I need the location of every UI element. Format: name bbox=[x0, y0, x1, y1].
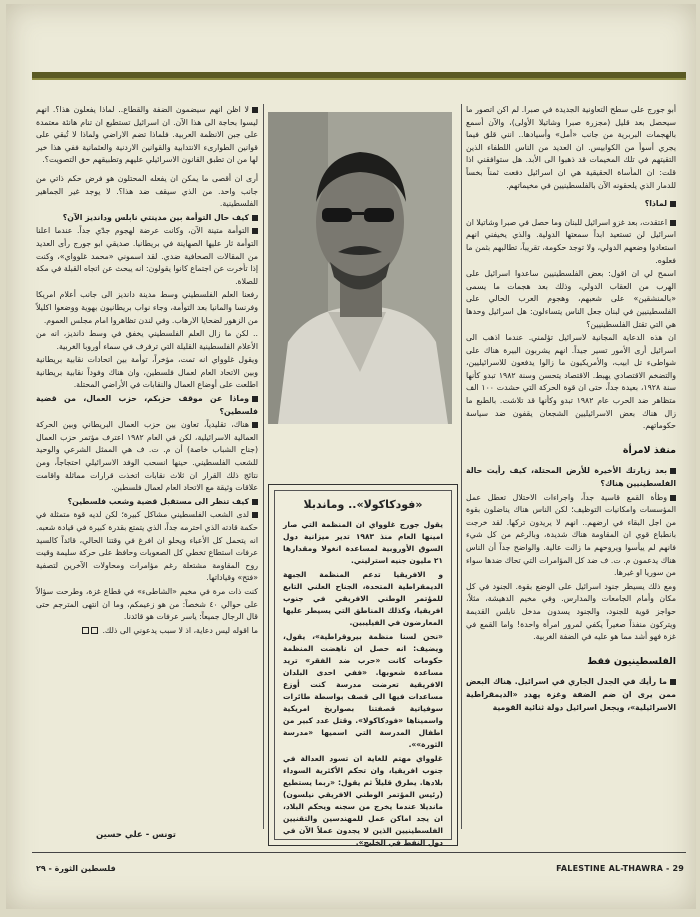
paragraph: اعتقدت، بعد غزو اسرائيل للبنان وما حصل في صبرا وشاتيلا ان اسرائيل لن تستعيد ابداً سمعتها الدولية. والذي يخيفني انهم استعادوا وضعهم الدولي، ولا توجد حكومة، تقريباً، تطالبهم بثمن ما فعلوه. bbox=[466, 217, 676, 265]
sidebar-box bbox=[268, 484, 458, 846]
section-heading: الفلسطينيون فقط bbox=[587, 655, 676, 667]
top-rule bbox=[32, 72, 686, 80]
paragraph: «نحن لسنا منظمة بيروقراطية»، يقول، ويضيف: انه حصل ان ناهضت المنظمة حكومات كانت «حرب ضد الفقر» تريد مساعدة شعوبها. «ففي احدى البلدان الافريقية تعرضت مدرسة كنت أوزع مساعدات فيها الى قصف بواسطة طائرات سوفياتية قصفتنا بصواريخ امريكية واسميناها «فودكاكولا». وقتل عدد كبير من اطفال المدرسة التي اسميها «مدرسة الثورة»». bbox=[283, 632, 443, 749]
question: لماذا؟ bbox=[466, 198, 676, 211]
paragraph: أرى ان أقصى ما يمكن ان يفعله المحتلون هو فرض حكم ذاتي من جانب واحد. من الذي سيقف ضد هذا؟. لا يوجد غير الجماهير الفلسطينية. bbox=[36, 173, 258, 209]
right-column bbox=[466, 104, 676, 829]
square-bullet-icon bbox=[670, 468, 676, 474]
section-heading: منفذ لامرأة bbox=[622, 444, 676, 456]
square-bullet-icon bbox=[670, 201, 676, 207]
square-bullet-icon bbox=[252, 422, 258, 428]
square-bullet-icon bbox=[252, 499, 258, 505]
square-bullet-icon bbox=[670, 495, 676, 501]
paragraph: ان هذه الدعاية المجانية لاسرائيل تؤلمني. عندما اذهب الى اسرائيل أرى الأمور تسير جيداً. انهم يشربون البيرة هناك على شواطىء تل ابيب، والأمريكيون ما زالوا يدفعون للاسرائيليين، والتضخم الاقتصادي يهبط. الاقتصاد يتحسن وسنة ١٩٨٢ تبدو كأنها سنة ١٩٢٨، بعيدة جداً، حتى ان قوة الحركة التي حشدت ١٠٠ الف متظاهر ضد الحرب عام ١٩٨٢ تبدو وكأنها قد تلاشت. بالطبع ما زال هناك بعض الاسرائيليين الشجعان يقفون ضد سياسة حكوماتهم. bbox=[466, 333, 677, 431]
square-bullet-icon bbox=[670, 679, 676, 685]
paragraph: وطأة القمع قاسية جداً، واجراءات الاحتلال تعطل عمل المؤسسات وامكانيات التوظيف؛ لكن الناس هناك يناضلون بقوة من اجل البقاء في ارضهم.. انهم لا يريدون تركها. لقد خرجت بانطباع قوي ان المقاومة هناك شديدة، وبالرغم من كل شيء فانهم لم ييأسوا ويروحهم ما زالت عالية. والواضح جداً أن الناس هناك يدعمون م. ت. ف ضد كل المؤامرات التي تحاك ضدها سواء من سوريا او غيرها. bbox=[466, 492, 676, 578]
magazine-page bbox=[6, 4, 696, 909]
paragraph: ويقول غلوواي انه تمت، مؤخراً، توأمة بين اتحادات نقابية بريطانية وبين الاتحاد العام لعمال فلسطين، وان هناك وفوداً نقابية بريطانية اطلعت على أوضاع العمال والنقابات في الأراضي المحتلة. bbox=[36, 355, 258, 390]
paragraph: ومع ذلك يسيطر جنود اسرائيل على الوضع بقوة. الجنود في كل مكان وأمام الجامعات والمدارس. وفي مخيم الدهيشة، مثلاً، حواجز قوية للجنود، والجنود يسدون مدخل نابلس القديمة ويتركون منفذاً صغيراً يكفي لمرور امرأة واحدة! واما القمع في غزة فهو أشد مما هو عليه في الضفة الغربية. bbox=[466, 581, 676, 642]
sidebar-box-title: «فودكاكولا».. وماندبلا bbox=[303, 498, 423, 511]
question: كيف حال التوأمة بين مدينتي نابلس ودانديز الآن؟ bbox=[36, 212, 258, 225]
paragraph: ما اقوله ليس دعاية، اذ لا سبب يدعوني الى ذلك. bbox=[36, 625, 258, 638]
question: ما رأيك في الجدل الجاري في اسرائيل. هناك البعض ممن يرى ان ضم الضفة وغزة يهدد «الديمقراطية الاسرائيلية»، ويجعل اسرائيل دولة ثنائية القومية bbox=[466, 677, 676, 712]
paragraph: لا اظن انهم سيضمون الضفة والقطاع.. لماذا يفعلون هذا؟. انهم ليسوا بحاجة الى هذا الآن. ان اسرائيل تستطيع ان تنام هانئة معتمدة على جبن الانظمة العربية. فلماذا تضم الاراضي ولماذا لا تُبقي على قوانين الطوارىء الانتدابية والقوانين الاردنية والعثمانية ففي هذا خير لها من ان تطبق القانون الاسرائيلي عليهم وتطبيقهم حق التصويت؟. bbox=[36, 105, 258, 165]
column-divider bbox=[263, 104, 264, 829]
footer-page-label-latin: FALESTINE AL-THAWRA - 29 bbox=[556, 864, 684, 873]
paragraph: هناك، تقليدياً، تعاون بين حزب العمال البريطاني وبين الحركة العمالية الاسرائيلية، لكن في العام ١٩٨٢ اعترف مؤتمر حزب العمال (جناح الشباب خاصة) أن م. ت. ف هي الممثل الشرعي والوحيد للشعب الفلسطيني. حينها انسحب الوفد الاسرائيلي احتجاجاً، ومن نتائج ذلك القرار ان ثلاث نقابات اتخذت قرارات مماثلة واقامت علاقات وثيقة مع الاتحاد العام لعمال فلسطين. bbox=[36, 420, 259, 493]
sidebar-box-inner bbox=[274, 490, 452, 847]
paragraph: .. لكن ما زال العلم الفلسطيني يخفق في وسط دانديز، انه من الأعلام الفلسطينية القليلة التي ترفرف في سماء أوروبا الغربية. bbox=[36, 329, 258, 351]
portrait-photo bbox=[268, 112, 452, 424]
question: بعد زيارتك الأخيرة للأرض المحتلة، كيف رأيت حالة الفلسطينيين هناك؟ bbox=[466, 466, 676, 489]
square-bullet-icon bbox=[252, 228, 258, 234]
footer-page-label-arabic: فلسطين الثورة - ٢٩ bbox=[36, 864, 116, 873]
footer-rule bbox=[32, 852, 686, 853]
square-bullet-icon bbox=[252, 396, 258, 402]
paragraph: اسمح لي ان اقول: بعض الفلسطينيين ساعدوا اسرائيل على الهرب من العقاب الدولي، وذلك بعد هجمات ما يسمى «بالمنشقين» على شعبهم، وهجوم العرب الحالي على الفلسطينيين في لبنان جعل الناس يتساءلون: هل اسرائيل وحدها هي التي تقتل الفلسطينيين؟ bbox=[466, 269, 676, 329]
square-bullet-icon bbox=[670, 220, 676, 226]
end-mark-icon bbox=[91, 627, 98, 634]
question: كيف تنظر الى مستقبل قضية وشعب فلسطين؟ bbox=[36, 496, 258, 509]
left-column bbox=[36, 104, 258, 829]
paragraph: يقول جورج غلوواي ان المنظمة التي صار امينها العام منذ ١٩٨٣ تدير ميزانية دول السوق الأوروبية لمساعدة انغولا ومقدارها ٢١ مليون جنيه استرليني. bbox=[283, 520, 443, 565]
paragraph: التوأمة متينة الآن، وكانت عرضة لهجوم جدّي جداً. عندما اعلنا التوأمة ثار عليها الصهاينة في بريطانيا. صديقي ابو جورج رأى العديد من المقالات الصحافية ضدي. لقد اسموني «محمد غلوواي»، وكنت إذا تأخرت عن اجتماع كانوا يقولون: انه يبحث عن اتجاه القبلة في مكة للصلاة. bbox=[36, 226, 258, 286]
paragraph: رفعنا العلم الفلسطيني وسط مدينة دانديز الى جانب أعلام امريكا وفرنسا والمانيا بعد التوأمة، وجاء نواب بريطانيون بهوية ووضعوا اكليلاً من الزهور لضحايا الارهاب. وفي لندن تظاهروا امام مجلس العموم. bbox=[36, 290, 258, 325]
end-mark-icon bbox=[82, 627, 89, 634]
paragraph: و الافريقيا تدعم المنظمة الجبهة الديمقراطية المتحدة، الجناح العلني التابع للمؤتمر الوطني الافريقي في جنوب افريقيا، وكذلك المناطق التي يسيطر عليها المعارضون في الفيليبين. bbox=[283, 570, 443, 627]
paragraph: كنت ذات مرة في مخيم «الشاطىء» في قطاع غزة، وطرحت سؤالاً على حوالي ٤٠ شخصاً: من هو زعيمكم، وما ان انتهى المترجم حتى قال الرجال جميعاً: ياسر عرفات هو قائدنا. bbox=[36, 586, 259, 622]
question: وماذا عن موقف حزبكم، حزب العمال، من قضية فلسطين؟ bbox=[36, 394, 258, 416]
column-divider bbox=[461, 104, 462, 829]
paragraph: لدى الشعب الفلسطيني مشاكل كبيرة؛ لكن لديه قوة متمثلة في حكمة قادته الذي احترمه جداً، الذي يتمتع بقدرة كبيرة في قيادة شعبه. انه يتحمل كل الأعباء ويحلو ان افرغ في وقتنا الحالي، قائداً كالسيد عرفات استطاع تخطي كل الصعوبات وحافظ على حركة سليمة وقيت روح المقاومة مشتعلة رغم مؤامرات ومحاولات الآخرين لتصفية «فتح» وقياداتها. bbox=[35, 510, 258, 583]
author-signature: تونس - علي حسين bbox=[96, 830, 176, 840]
square-bullet-icon bbox=[252, 512, 258, 518]
square-bullet-icon bbox=[252, 107, 258, 113]
paragraph: أبو جورج على سطح التعاونية الجديدة في صبرا. لم اكن اتصور ما سيحصل بعد قليل (مجزرة صبرا وشاتيلا الأولى)، والآن أسمع بالهجمات البربرية من جانب «أمل» وأسيادها.. انني قلق فيما يجري أسوأ من الكوابيس. ان العديد من الناس اللطفاء الذين التقيتهم في تلك المخيمات قد ذهبوا الى الأبد. هل ستوافقني اذا قلت: ان المأساة الحقيقية هي ان اسرائيل دفعت ثمناً بخساً للدمار الذي يلحقونه الآن بالفلسطينيين في مخيماتهم. bbox=[466, 105, 676, 190]
portrait-photo-image bbox=[268, 112, 452, 424]
paragraph: غلوواي مهتم للغاية ان تسود العدالة في جنوب افريقيا، وان تحكم الأكثرية السوداء بلادها. يطرق قليلاً ثم يقول: «ربما يستطيع (رئيس المؤتمر الوطني الافريقي نيلسون) مانديلا عندما يخرج من سجنه ويحكم البلاد، ان يجد اماكن عمل للمهندسين والتقنيين الفلسطينيين الذين لا يجدون عملاً الآن في دول النفط في الخليج». bbox=[283, 754, 443, 847]
square-bullet-icon bbox=[252, 215, 258, 221]
